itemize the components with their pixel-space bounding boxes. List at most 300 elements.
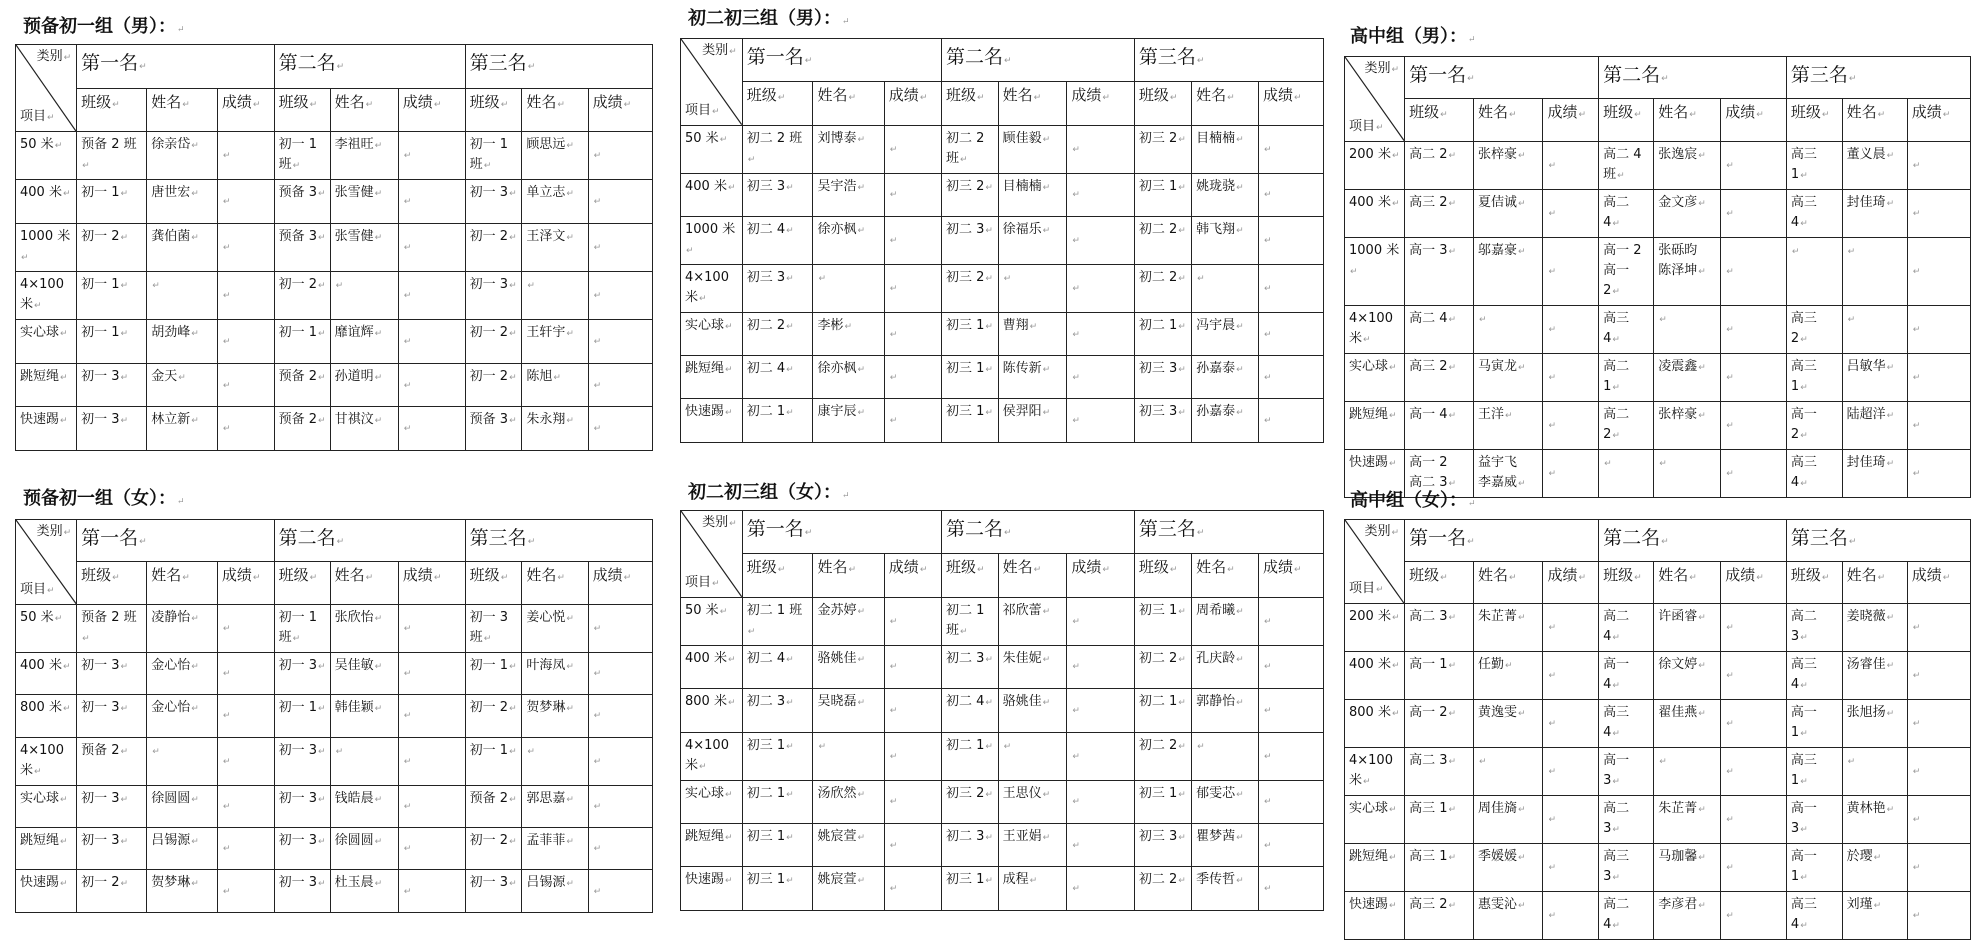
score-cell[interactable] — [1543, 305, 1599, 353]
class-cell[interactable] — [77, 132, 147, 180]
score-cell[interactable] — [217, 132, 274, 180]
class-cell[interactable] — [465, 737, 522, 785]
name-cell[interactable] — [1192, 689, 1259, 732]
score-cell[interactable] — [1067, 867, 1135, 910]
score-cell[interactable] — [1543, 652, 1599, 700]
class-cell[interactable] — [1405, 604, 1474, 652]
name-cell[interactable] — [330, 652, 398, 694]
name-cell[interactable] — [522, 785, 588, 827]
score-cell[interactable] — [1543, 141, 1599, 189]
name-cell[interactable] — [330, 604, 398, 652]
score-cell[interactable] — [1067, 356, 1135, 399]
class-cell[interactable] — [1405, 700, 1474, 748]
class-cell[interactable] — [1599, 449, 1654, 497]
score-cell[interactable] — [1543, 237, 1599, 305]
class-cell[interactable] — [274, 652, 330, 694]
name-cell[interactable] — [1654, 652, 1721, 700]
name-cell[interactable] — [1473, 604, 1542, 652]
class-cell[interactable] — [77, 785, 147, 827]
name-cell[interactable] — [998, 597, 1067, 645]
class-cell[interactable] — [1786, 353, 1842, 401]
class-cell[interactable] — [1134, 689, 1191, 732]
score-cell[interactable] — [1543, 604, 1599, 652]
class-cell[interactable] — [1786, 652, 1842, 700]
class-cell[interactable] — [742, 216, 813, 264]
class-cell[interactable] — [942, 867, 999, 910]
score-cell[interactable] — [217, 180, 274, 224]
class-cell[interactable] — [742, 125, 813, 173]
class-cell[interactable] — [942, 125, 999, 173]
name-cell[interactable] — [1842, 700, 1907, 748]
name-cell[interactable] — [147, 737, 218, 785]
name-cell[interactable] — [1192, 867, 1259, 910]
score-cell[interactable] — [1258, 597, 1323, 645]
class-cell[interactable] — [1786, 401, 1842, 449]
name-cell[interactable] — [522, 737, 588, 785]
score-cell[interactable] — [1543, 844, 1599, 892]
name-cell[interactable] — [147, 132, 218, 180]
name-cell[interactable] — [813, 645, 884, 688]
name-cell[interactable] — [1192, 780, 1259, 823]
score-cell[interactable] — [884, 732, 941, 780]
class-cell[interactable] — [1786, 700, 1842, 748]
score-cell[interactable] — [398, 320, 465, 364]
class-cell[interactable] — [465, 870, 522, 912]
class-cell[interactable] — [1134, 780, 1191, 823]
score-cell[interactable] — [588, 785, 652, 827]
score-cell[interactable] — [1721, 401, 1787, 449]
name-cell[interactable] — [147, 652, 218, 694]
score-cell[interactable] — [217, 272, 274, 320]
class-cell[interactable] — [942, 312, 999, 355]
class-cell[interactable] — [465, 363, 522, 407]
class-cell[interactable] — [1134, 732, 1191, 780]
class-cell[interactable] — [1134, 264, 1191, 312]
name-cell[interactable] — [813, 264, 884, 312]
class-cell[interactable] — [1599, 844, 1654, 892]
name-cell[interactable] — [147, 180, 218, 224]
name-cell[interactable] — [813, 732, 884, 780]
name-cell[interactable] — [998, 780, 1067, 823]
class-cell[interactable] — [274, 870, 330, 912]
name-cell[interactable] — [813, 312, 884, 355]
score-cell[interactable] — [884, 312, 941, 355]
name-cell[interactable] — [1654, 604, 1721, 652]
class-cell[interactable] — [1405, 189, 1474, 237]
name-cell[interactable] — [147, 363, 218, 407]
name-cell[interactable] — [1842, 141, 1907, 189]
score-cell[interactable] — [1907, 449, 1970, 497]
score-cell[interactable] — [884, 173, 941, 216]
score-cell[interactable] — [588, 604, 652, 652]
class-cell[interactable] — [1786, 748, 1842, 796]
name-cell[interactable] — [522, 224, 588, 272]
score-cell[interactable] — [1543, 401, 1599, 449]
score-cell[interactable] — [884, 597, 941, 645]
name-cell[interactable] — [1192, 264, 1259, 312]
name-cell[interactable] — [1192, 216, 1259, 264]
name-cell[interactable] — [1842, 652, 1907, 700]
class-cell[interactable] — [942, 823, 999, 866]
score-cell[interactable] — [884, 689, 941, 732]
class-cell[interactable] — [465, 695, 522, 737]
name-cell[interactable] — [813, 216, 884, 264]
class-cell[interactable] — [742, 173, 813, 216]
name-cell[interactable] — [1192, 173, 1259, 216]
score-cell[interactable] — [588, 652, 652, 694]
name-cell[interactable] — [147, 407, 218, 451]
name-cell[interactable] — [1654, 449, 1721, 497]
class-cell[interactable] — [942, 399, 999, 442]
class-cell[interactable] — [1405, 796, 1474, 844]
score-cell[interactable] — [1543, 796, 1599, 844]
name-cell[interactable] — [813, 823, 884, 866]
class-cell[interactable] — [274, 604, 330, 652]
score-cell[interactable] — [1067, 399, 1135, 442]
class-cell[interactable] — [1786, 449, 1842, 497]
class-cell[interactable] — [77, 224, 147, 272]
name-cell[interactable] — [147, 320, 218, 364]
score-cell[interactable] — [1907, 844, 1970, 892]
score-cell[interactable] — [1721, 748, 1787, 796]
name-cell[interactable] — [1842, 401, 1907, 449]
score-cell[interactable] — [398, 180, 465, 224]
class-cell[interactable] — [1405, 748, 1474, 796]
class-cell[interactable] — [1786, 796, 1842, 844]
score-cell[interactable] — [1721, 189, 1787, 237]
name-cell[interactable] — [522, 870, 588, 912]
score-cell[interactable] — [1907, 700, 1970, 748]
class-cell[interactable] — [465, 407, 522, 451]
class-cell[interactable] — [1134, 823, 1191, 866]
class-cell[interactable] — [465, 132, 522, 180]
class-cell[interactable] — [77, 652, 147, 694]
class-cell[interactable] — [274, 737, 330, 785]
score-cell[interactable] — [1067, 597, 1135, 645]
class-cell[interactable] — [465, 272, 522, 320]
score-cell[interactable] — [217, 695, 274, 737]
score-cell[interactable] — [398, 132, 465, 180]
score-cell[interactable] — [398, 224, 465, 272]
score-cell[interactable] — [588, 320, 652, 364]
name-cell[interactable] — [147, 785, 218, 827]
name-cell[interactable] — [1473, 189, 1542, 237]
class-cell[interactable] — [274, 180, 330, 224]
score-cell[interactable] — [217, 870, 274, 912]
score-cell[interactable] — [884, 867, 941, 910]
name-cell[interactable] — [813, 780, 884, 823]
score-cell[interactable] — [1258, 356, 1323, 399]
score-cell[interactable] — [1721, 449, 1787, 497]
score-cell[interactable] — [217, 737, 274, 785]
score-cell[interactable] — [1258, 399, 1323, 442]
class-cell[interactable] — [942, 689, 999, 732]
class-cell[interactable] — [1786, 892, 1842, 940]
name-cell[interactable] — [1842, 189, 1907, 237]
score-cell[interactable] — [217, 785, 274, 827]
class-cell[interactable] — [742, 823, 813, 866]
name-cell[interactable] — [998, 867, 1067, 910]
score-cell[interactable] — [398, 407, 465, 451]
name-cell[interactable] — [1654, 141, 1721, 189]
name-cell[interactable] — [1192, 823, 1259, 866]
class-cell[interactable] — [742, 356, 813, 399]
score-cell[interactable] — [884, 780, 941, 823]
name-cell[interactable] — [330, 320, 398, 364]
score-cell[interactable] — [1067, 823, 1135, 866]
name-cell[interactable] — [998, 689, 1067, 732]
class-cell[interactable] — [1786, 141, 1842, 189]
name-cell[interactable] — [1842, 353, 1907, 401]
name-cell[interactable] — [998, 645, 1067, 688]
name-cell[interactable] — [1473, 700, 1542, 748]
name-cell[interactable] — [147, 604, 218, 652]
score-cell[interactable] — [217, 320, 274, 364]
class-cell[interactable] — [742, 264, 813, 312]
class-cell[interactable] — [742, 689, 813, 732]
name-cell[interactable] — [1473, 401, 1542, 449]
class-cell[interactable] — [1405, 401, 1474, 449]
score-cell[interactable] — [1907, 189, 1970, 237]
name-cell[interactable] — [1192, 399, 1259, 442]
name-cell[interactable] — [813, 173, 884, 216]
name-cell[interactable] — [1842, 748, 1907, 796]
class-cell[interactable] — [1599, 237, 1654, 305]
score-cell[interactable] — [1543, 700, 1599, 748]
name-cell[interactable] — [1192, 597, 1259, 645]
score-cell[interactable] — [217, 827, 274, 869]
name-cell[interactable] — [1192, 312, 1259, 355]
class-cell[interactable] — [1134, 597, 1191, 645]
class-cell[interactable] — [77, 695, 147, 737]
class-cell[interactable] — [274, 695, 330, 737]
class-cell[interactable] — [77, 407, 147, 451]
name-cell[interactable] — [147, 695, 218, 737]
class-cell[interactable] — [1134, 312, 1191, 355]
class-cell[interactable] — [942, 780, 999, 823]
score-cell[interactable] — [1067, 732, 1135, 780]
name-cell[interactable] — [1842, 305, 1907, 353]
name-cell[interactable] — [330, 363, 398, 407]
score-cell[interactable] — [1258, 780, 1323, 823]
score-cell[interactable] — [1721, 796, 1787, 844]
score-cell[interactable] — [398, 785, 465, 827]
class-cell[interactable] — [77, 737, 147, 785]
name-cell[interactable] — [813, 689, 884, 732]
class-cell[interactable] — [465, 785, 522, 827]
name-cell[interactable] — [1654, 353, 1721, 401]
class-cell[interactable] — [1134, 867, 1191, 910]
class-cell[interactable] — [1134, 645, 1191, 688]
name-cell[interactable] — [330, 224, 398, 272]
name-cell[interactable] — [147, 870, 218, 912]
class-cell[interactable] — [1599, 141, 1654, 189]
name-cell[interactable] — [1473, 796, 1542, 844]
class-cell[interactable] — [274, 320, 330, 364]
class-cell[interactable] — [942, 597, 999, 645]
class-cell[interactable] — [77, 180, 147, 224]
score-cell[interactable] — [588, 407, 652, 451]
class-cell[interactable] — [274, 224, 330, 272]
class-cell[interactable] — [77, 363, 147, 407]
class-cell[interactable] — [942, 173, 999, 216]
name-cell[interactable] — [1473, 237, 1542, 305]
score-cell[interactable] — [1721, 700, 1787, 748]
class-cell[interactable] — [1134, 125, 1191, 173]
name-cell[interactable] — [147, 827, 218, 869]
score-cell[interactable] — [217, 652, 274, 694]
score-cell[interactable] — [588, 132, 652, 180]
score-cell[interactable] — [588, 272, 652, 320]
class-cell[interactable] — [742, 399, 813, 442]
class-cell[interactable] — [942, 732, 999, 780]
class-cell[interactable] — [1786, 189, 1842, 237]
name-cell[interactable] — [1842, 844, 1907, 892]
class-cell[interactable] — [942, 645, 999, 688]
score-cell[interactable] — [588, 870, 652, 912]
score-cell[interactable] — [884, 823, 941, 866]
class-cell[interactable] — [742, 780, 813, 823]
score-cell[interactable] — [398, 695, 465, 737]
score-cell[interactable] — [1067, 216, 1135, 264]
name-cell[interactable] — [1473, 892, 1542, 940]
class-cell[interactable] — [942, 356, 999, 399]
class-cell[interactable] — [942, 216, 999, 264]
score-cell[interactable] — [1721, 604, 1787, 652]
score-cell[interactable] — [398, 604, 465, 652]
score-cell[interactable] — [1543, 892, 1599, 940]
class-cell[interactable] — [1599, 189, 1654, 237]
score-cell[interactable] — [217, 604, 274, 652]
name-cell[interactable] — [813, 399, 884, 442]
score-cell[interactable] — [1721, 305, 1787, 353]
name-cell[interactable] — [1654, 844, 1721, 892]
score-cell[interactable] — [398, 737, 465, 785]
class-cell[interactable] — [1786, 604, 1842, 652]
score-cell[interactable] — [217, 407, 274, 451]
score-cell[interactable] — [217, 363, 274, 407]
name-cell[interactable] — [330, 180, 398, 224]
score-cell[interactable] — [884, 356, 941, 399]
class-cell[interactable] — [1405, 844, 1474, 892]
score-cell[interactable] — [1907, 141, 1970, 189]
score-cell[interactable] — [398, 827, 465, 869]
name-cell[interactable] — [998, 312, 1067, 355]
name-cell[interactable] — [998, 732, 1067, 780]
score-cell[interactable] — [1543, 748, 1599, 796]
class-cell[interactable] — [1405, 305, 1474, 353]
name-cell[interactable] — [998, 216, 1067, 264]
name-cell[interactable] — [522, 652, 588, 694]
name-cell[interactable] — [522, 272, 588, 320]
score-cell[interactable] — [884, 264, 941, 312]
score-cell[interactable] — [1543, 189, 1599, 237]
class-cell[interactable] — [1134, 356, 1191, 399]
score-cell[interactable] — [1258, 312, 1323, 355]
name-cell[interactable] — [522, 320, 588, 364]
score-cell[interactable] — [1721, 353, 1787, 401]
score-cell[interactable] — [1907, 604, 1970, 652]
class-cell[interactable] — [465, 604, 522, 652]
score-cell[interactable] — [1067, 173, 1135, 216]
score-cell[interactable] — [1721, 844, 1787, 892]
name-cell[interactable] — [1842, 237, 1907, 305]
class-cell[interactable] — [1599, 700, 1654, 748]
class-cell[interactable] — [1405, 892, 1474, 940]
name-cell[interactable] — [522, 363, 588, 407]
class-cell[interactable] — [742, 312, 813, 355]
name-cell[interactable] — [330, 785, 398, 827]
name-cell[interactable] — [522, 827, 588, 869]
name-cell[interactable] — [330, 272, 398, 320]
class-cell[interactable] — [1786, 844, 1842, 892]
name-cell[interactable] — [1192, 356, 1259, 399]
score-cell[interactable] — [884, 645, 941, 688]
name-cell[interactable] — [522, 132, 588, 180]
name-cell[interactable] — [813, 125, 884, 173]
class-cell[interactable] — [465, 180, 522, 224]
class-cell[interactable] — [742, 597, 813, 645]
score-cell[interactable] — [588, 737, 652, 785]
score-cell[interactable] — [588, 827, 652, 869]
name-cell[interactable] — [330, 737, 398, 785]
score-cell[interactable] — [398, 272, 465, 320]
score-cell[interactable] — [1907, 796, 1970, 844]
class-cell[interactable] — [1134, 173, 1191, 216]
class-cell[interactable] — [742, 732, 813, 780]
score-cell[interactable] — [1258, 216, 1323, 264]
class-cell[interactable] — [274, 407, 330, 451]
score-cell[interactable] — [884, 399, 941, 442]
score-cell[interactable] — [398, 652, 465, 694]
name-cell[interactable] — [1654, 237, 1721, 305]
score-cell[interactable] — [398, 363, 465, 407]
name-cell[interactable] — [813, 867, 884, 910]
class-cell[interactable] — [742, 645, 813, 688]
name-cell[interactable] — [998, 264, 1067, 312]
class-cell[interactable] — [1599, 401, 1654, 449]
score-cell[interactable] — [1721, 141, 1787, 189]
name-cell[interactable] — [1654, 748, 1721, 796]
name-cell[interactable] — [1473, 305, 1542, 353]
name-cell[interactable] — [1654, 305, 1721, 353]
score-cell[interactable] — [1067, 125, 1135, 173]
score-cell[interactable] — [588, 180, 652, 224]
class-cell[interactable] — [1599, 748, 1654, 796]
name-cell[interactable] — [522, 695, 588, 737]
score-cell[interactable] — [588, 695, 652, 737]
class-cell[interactable] — [465, 652, 522, 694]
score-cell[interactable] — [1067, 264, 1135, 312]
name-cell[interactable] — [1654, 796, 1721, 844]
class-cell[interactable] — [274, 132, 330, 180]
name-cell[interactable] — [998, 399, 1067, 442]
name-cell[interactable] — [1654, 700, 1721, 748]
score-cell[interactable] — [1907, 237, 1970, 305]
score-cell[interactable] — [398, 870, 465, 912]
class-cell[interactable] — [1786, 237, 1842, 305]
class-cell[interactable] — [742, 867, 813, 910]
name-cell[interactable] — [998, 125, 1067, 173]
class-cell[interactable] — [77, 604, 147, 652]
score-cell[interactable] — [1258, 264, 1323, 312]
score-cell[interactable] — [1721, 652, 1787, 700]
score-cell[interactable] — [1543, 449, 1599, 497]
name-cell[interactable] — [998, 173, 1067, 216]
score-cell[interactable] — [1258, 823, 1323, 866]
score-cell[interactable] — [1721, 892, 1787, 940]
score-cell[interactable] — [1907, 652, 1970, 700]
